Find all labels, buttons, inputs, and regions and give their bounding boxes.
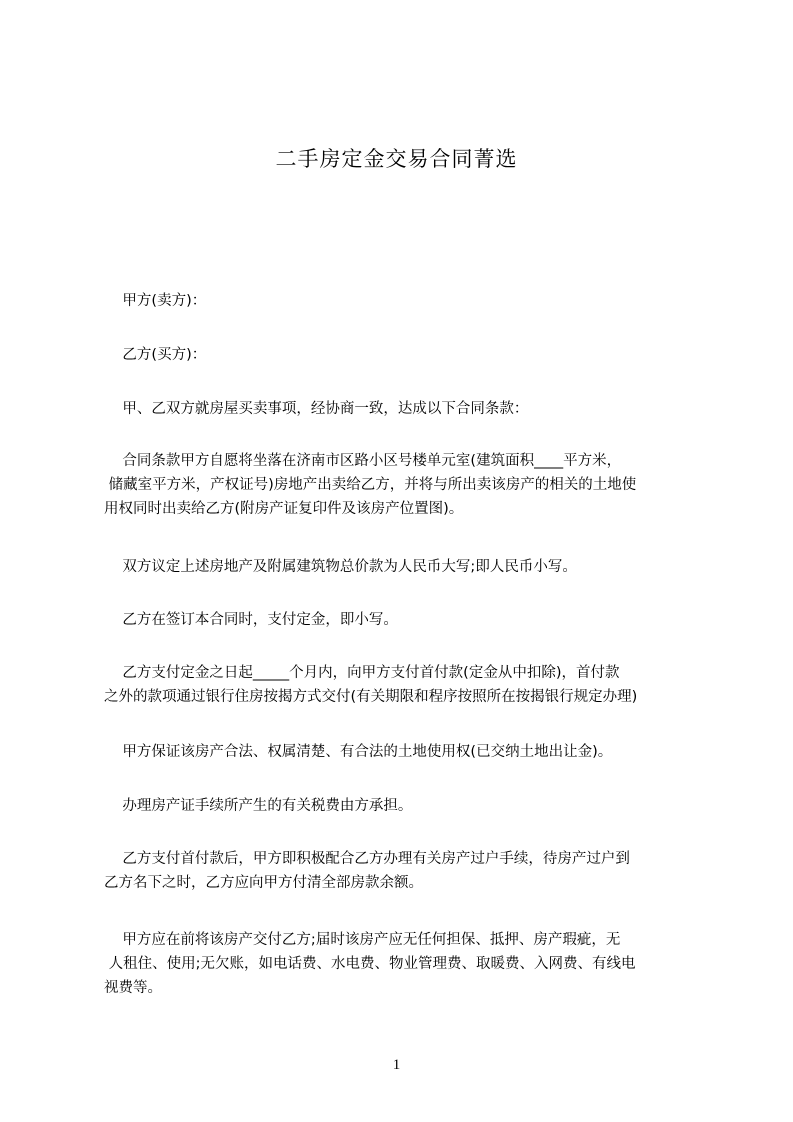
paragraph-line: 乙方在签订本合同时，支付定金，即小写。	[104, 612, 398, 628]
paragraph-line: 甲、乙双方就房屋买卖事项，经协商一致，达成以下合同条款：	[104, 401, 529, 417]
paragraph-line: 办理房产证手续所产生的有关税费由方承担。	[104, 798, 413, 814]
paragraph-line: 甲方应在前将该房产交付乙方;届时该房产应无任何担保、抵押、房产瑕疵，无	[104, 932, 621, 948]
paragraph-line: 乙方(买方)：	[104, 347, 207, 363]
party-a-paragraph	[104, 289, 710, 313]
paragraph-line: 甲方保证该房产合法、权属清楚、有合法的土地使用权(已交纳土地出让金)。	[104, 744, 613, 760]
document-title: 二手房定金交易合同菁选	[275, 147, 518, 171]
page-number: 1	[392, 1057, 401, 1073]
paragraph-line: 储藏室平方米，产权证号)房地产出卖给乙方，并将与所出卖该房产的相关的土地使	[104, 477, 637, 493]
price-clause-paragraph	[104, 555, 710, 579]
paragraph-line: 甲方(卖方)：	[104, 293, 207, 309]
paragraph-line: 合同条款甲方自愿将坐落在济南市区路小区号楼单元室(建筑面积____平方米，	[104, 453, 622, 469]
deposit-clause-paragraph	[104, 608, 710, 632]
party-b-paragraph	[104, 343, 710, 367]
paragraph-line: 之外的款项通过银行住房按揭方式交付(有关期限和程序按照所在按揭银行规定办理)	[104, 689, 638, 705]
paragraph-line: 人租住、使用;无欠账，如电话费、水电费、物业管理费、取暖费、入网费、有线电	[104, 956, 636, 972]
tax-clause-paragraph	[104, 794, 710, 818]
ownership-guarantee-paragraph	[104, 740, 710, 764]
agreement-intro-paragraph	[104, 397, 710, 421]
paragraph-line: 乙方支付定金之日起_____个月内，向甲方支付首付款(定金从中扣除)，首付款	[104, 665, 620, 681]
paragraph-line: 用权同时出卖给乙方(附房产证复印件及该房产位置图)。	[104, 501, 464, 517]
paragraph-line: 乙方名下之时，乙方应向甲方付清全部房款余额。	[104, 875, 423, 891]
property-clause-paragraph	[104, 449, 710, 521]
paragraph-line: 乙方支付首付款后，甲方即积极配合乙方办理有关房产过户手续，待房产过户到	[104, 851, 630, 867]
handover-clause-paragraph	[104, 928, 710, 1000]
down-payment-clause-paragraph	[104, 661, 710, 709]
transfer-clause-paragraph	[104, 847, 710, 895]
paragraph-line: 视费等。	[104, 980, 162, 996]
paragraph-line: 双方议定上述房地产及附属建筑物总价款为人民币大写;即人民币小写。	[104, 559, 577, 575]
